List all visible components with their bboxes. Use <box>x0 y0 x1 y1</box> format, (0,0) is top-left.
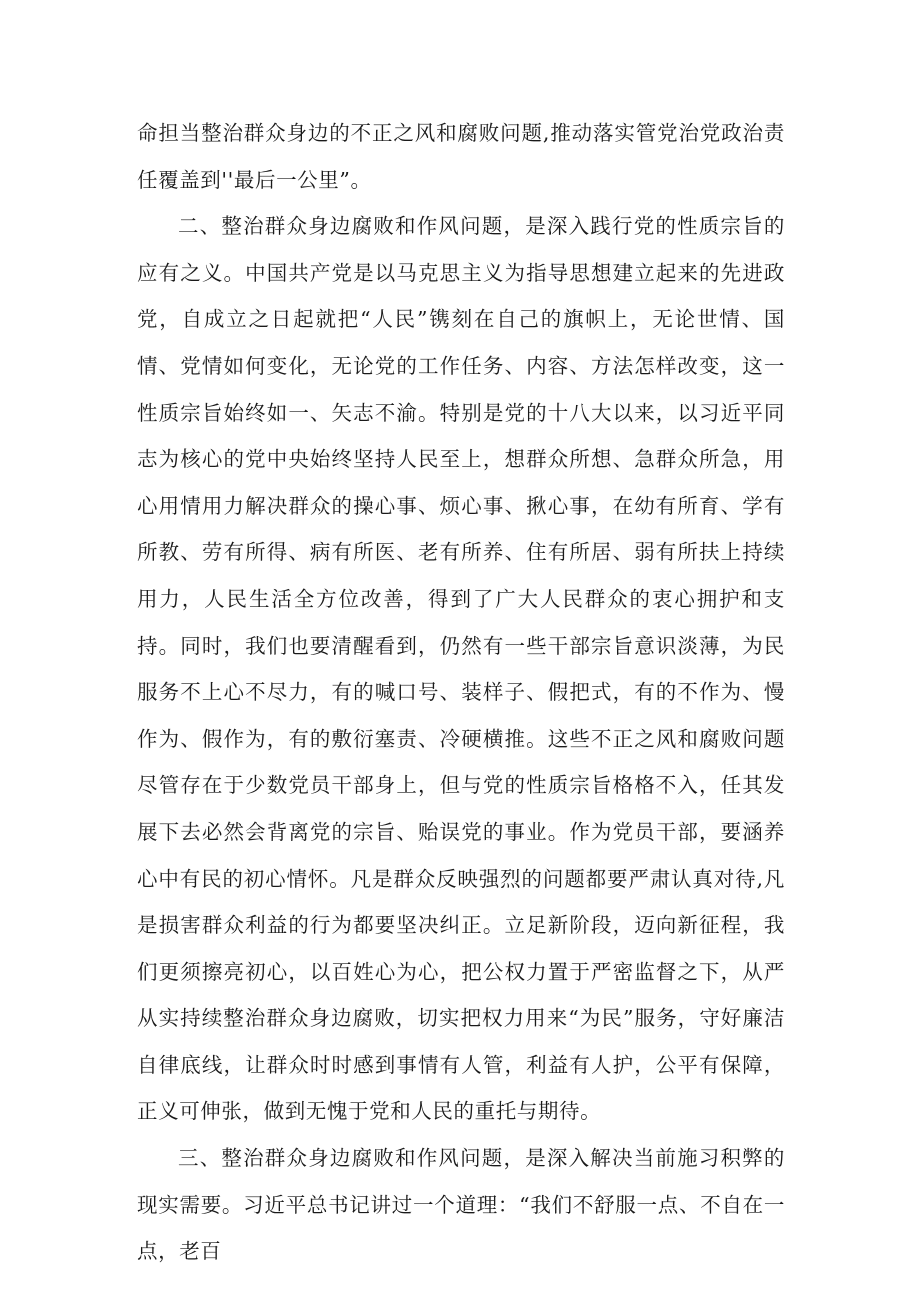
document-body <box>137 110 785 1275</box>
paragraph-section-three: 三、整治群众身边腐败和作风问题，是深入解决当前施习积弊的现实需要。习近平总书记讲过一个道理：“我们不舒服一点、不自在一点，老百 <box>137 1146 785 1264</box>
paragraph-continuation: 命担当整治群众身边的不正之风和腐败问题,推动落实管党治党政治责任覆盖到''最后一公里”。 <box>137 121 785 192</box>
paragraph-section-two: 二、整治群众身边腐败和作风问题，是深入践行党的性质宗旨的应有之义。中国共产党是以马克思主义为指导思想建立起来的先进政党，自成立之日起就把“人民”镌刻在自己的旗帜上，无论世情、国情、党情如何变化，无论党的工作任务、内容、方法怎样改变，这一性质宗旨始终如一、矢志不渝。特别是党的十八大以来，以习近平同志为核心的党中央始终坚持人民至上，想群众所想、急群众所急，用心用情用力解决群众的操心事、烦心事、揪心事，在幼有所育、学有所教、劳有所得、病有所医、老有所养、住有所居、弱有所扶上持续用力，人民生活全方位改善，得到了广大人民群众的衷心拥护和支持。同时，我们也要清醒看到，仍然有一些干部宗旨意识淡薄，为民服务不上心不尽力，有的喊口号、装样子、假把式，有的不作为、慢作为、假作为，有的敷衍塞责、冷硬横推。这些不正之风和腐败问题尽管存在于少数党员干部身上，但与党的性质宗旨格格不入，任其发展下去必然会背离党的宗旨、贻误党的事业。作为党员干部，要涵养心中有民的初心情怀。凡是群众反映强烈的问题都要严肃认真对待,凡是损害群众利益的行为都要坚决纠正。立足新阶段，迈向新征程，我们更须擦亮初心，以百姓心为心，把公权力置于严密监督之下，从严从实持续整治群众身边腐败，切实把权力用来“为民”服务，守好廉洁自律底线，让群众时时感到事情有人管，利益有人护，公平有保障，正义可伸张，做到无愧于党和人民的重托与期待。 <box>137 214 785 1124</box>
